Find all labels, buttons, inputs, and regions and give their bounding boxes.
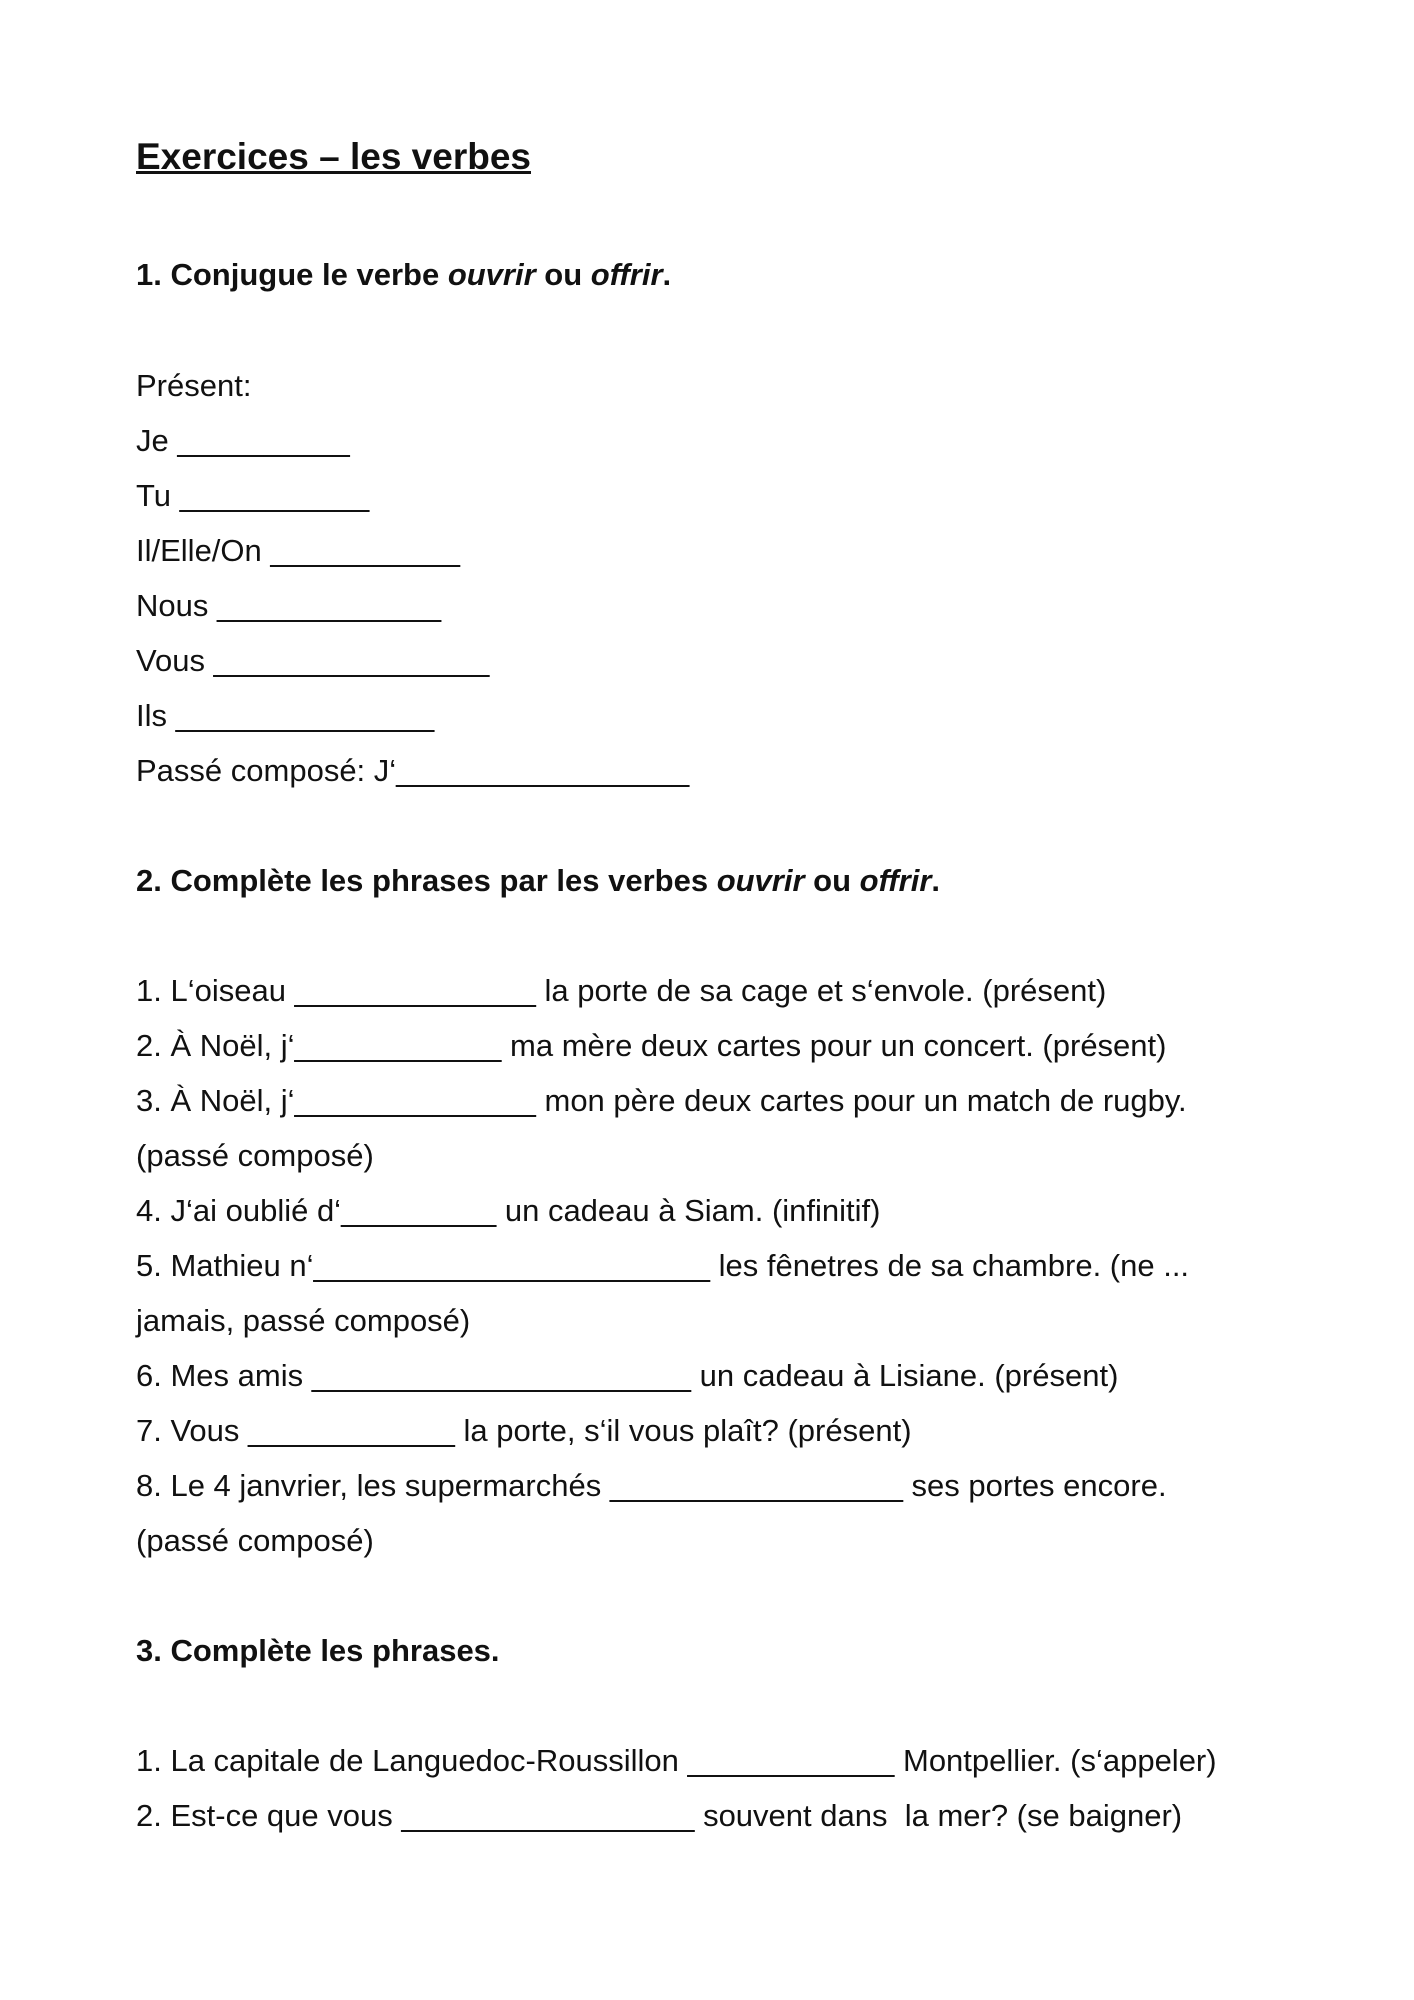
section-1-heading [136, 259, 671, 290]
exercise-sentence: 6. Mes amis ______________________ un cadeau à Lisiane. (présent) [136, 1358, 1119, 1393]
exercise-sentence: 3. À Noël, j‘______________ mon père deux cartes pour un match de rugby. [136, 1083, 1187, 1118]
conjugation-line: Nous _____________ [136, 588, 442, 623]
exercise-sentence: (passé composé) [136, 1138, 374, 1173]
conjugation-line: Tu ___________ [136, 478, 370, 513]
section-2-heading-conjunction: ou [804, 863, 860, 898]
exercise-sentence: 5. Mathieu n‘_______________________ les fênetres de sa chambre. (ne ... [136, 1248, 1190, 1283]
exercise-sentence: 7. Vous ____________ la porte, s‘il vous plaît? (présent) [136, 1413, 912, 1448]
exercise-sentence: (passé composé) [136, 1523, 374, 1558]
section-2-verb-offrir: offrir [859, 863, 932, 898]
conjugation-line: Je __________ [136, 423, 350, 458]
section-1-verb-ouvrir: ouvrir [447, 257, 536, 292]
passe-compose-line: Passé composé: J‘_________________ [136, 753, 690, 788]
section-1-heading-conjunction: ou [535, 257, 591, 292]
section-1-heading-text: 1. Conjugue le verbe [136, 257, 448, 292]
exercise-sentence: 2. À Noël, j‘____________ ma mère deux cartes pour un concert. (présent) [136, 1028, 1167, 1063]
conjugation-line: Vous ________________ [136, 643, 490, 678]
section-2-heading [136, 865, 940, 896]
exercise-sentence: jamais, passé composé) [136, 1303, 471, 1338]
section-3-heading: 3. Complète les phrases. [136, 1633, 500, 1668]
exercise-sentence: 1. La capitale de Languedoc-Roussillon ____________ Montpellier. (s‘appeler) [136, 1743, 1217, 1778]
exercise-sentence: 8. Le 4 janvrier, les supermarchés _________________ ses portes encore. [136, 1468, 1167, 1503]
exercise-sentence: 4. J‘ai oublié d‘_________ un cadeau à Siam. (infinitif) [136, 1193, 881, 1228]
section-2-verb-ouvrir: ouvrir [716, 863, 805, 898]
section-1-verb-offrir: offrir [590, 257, 663, 292]
page-title: Exercices – les verbes [136, 136, 531, 177]
conjugation-line: Ils _______________ [136, 698, 435, 733]
exercise-sentence: 1. L‘oiseau ______________ la porte de sa cage et s‘envole. (présent) [136, 973, 1107, 1008]
section-2-heading-period: . [931, 863, 941, 898]
section-2-heading-text: 2. Complète les phrases par les verbes [136, 863, 717, 898]
conjugation-line: Il/Elle/On ___________ [136, 533, 461, 568]
present-label: Présent: [136, 368, 252, 403]
section-1-heading-period: . [662, 257, 672, 292]
exercise-sentence: 2. Est-ce que vous _________________ souvent dans la mer? (se baigner) [136, 1798, 1183, 1833]
